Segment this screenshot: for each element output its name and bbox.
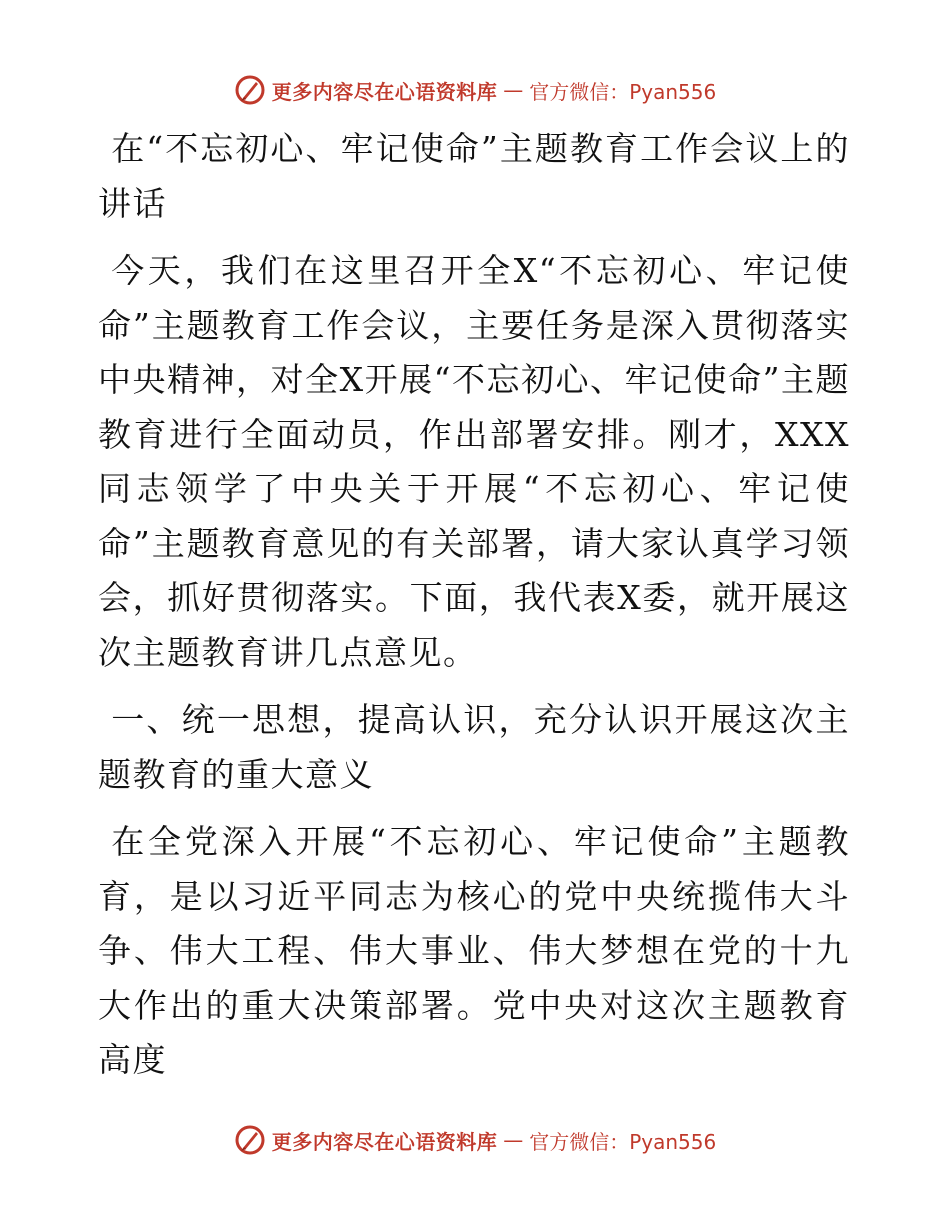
banner-wechat-text: 官方微信：Pyan556 [529,79,717,104]
paragraph-section-1: 在全党深入开展“不忘初心、牢记使命”主题教育，是以习近平同志为核心的党中央统揽伟大斗争、伟大工程、伟大事业、伟大梦想在党的十九大作出的重大决策部署。党中央对这次主题教育高度 [98,822,850,1079]
header-banner [0,70,950,110]
banner-site-text: 更多内容尽在心语资料库 [271,1129,498,1154]
section-heading-1: 一、统一思想，提高认识，充分认识开展这次主题教育的重大意义 [98,700,850,794]
paragraph-intro: 今天，我们在这里召开全X“不忘初心、牢记使命”主题教育工作会议，主要任务是深入贯彻落实中央精神，对全X开展“不忘初心、牢记使命”主题教育进行全面动员，作出部署安排。刚才，XXX同志领学了中央关于开展“不忘初心、牢记使命”主题教育意见的有关部署，请大家认真学习领会，抓好贯彻落实。下面，我代表X委，就开展这次主题教育讲几点意见。 [98,251,850,672]
document-title: 在“不忘初心、牢记使命”主题教育工作会议上的讲话 [98,129,850,223]
document-body [98,122,850,1088]
quill-logo-icon [234,1124,266,1156]
quill-logo-icon [234,74,266,106]
banner-wechat-text: 官方微信：Pyan556 [529,1129,717,1154]
banner-separator: — [503,1128,524,1152]
footer-banner [0,1120,950,1160]
banner-separator: — [503,78,524,102]
banner-site-text: 更多内容尽在心语资料库 [271,79,498,104]
